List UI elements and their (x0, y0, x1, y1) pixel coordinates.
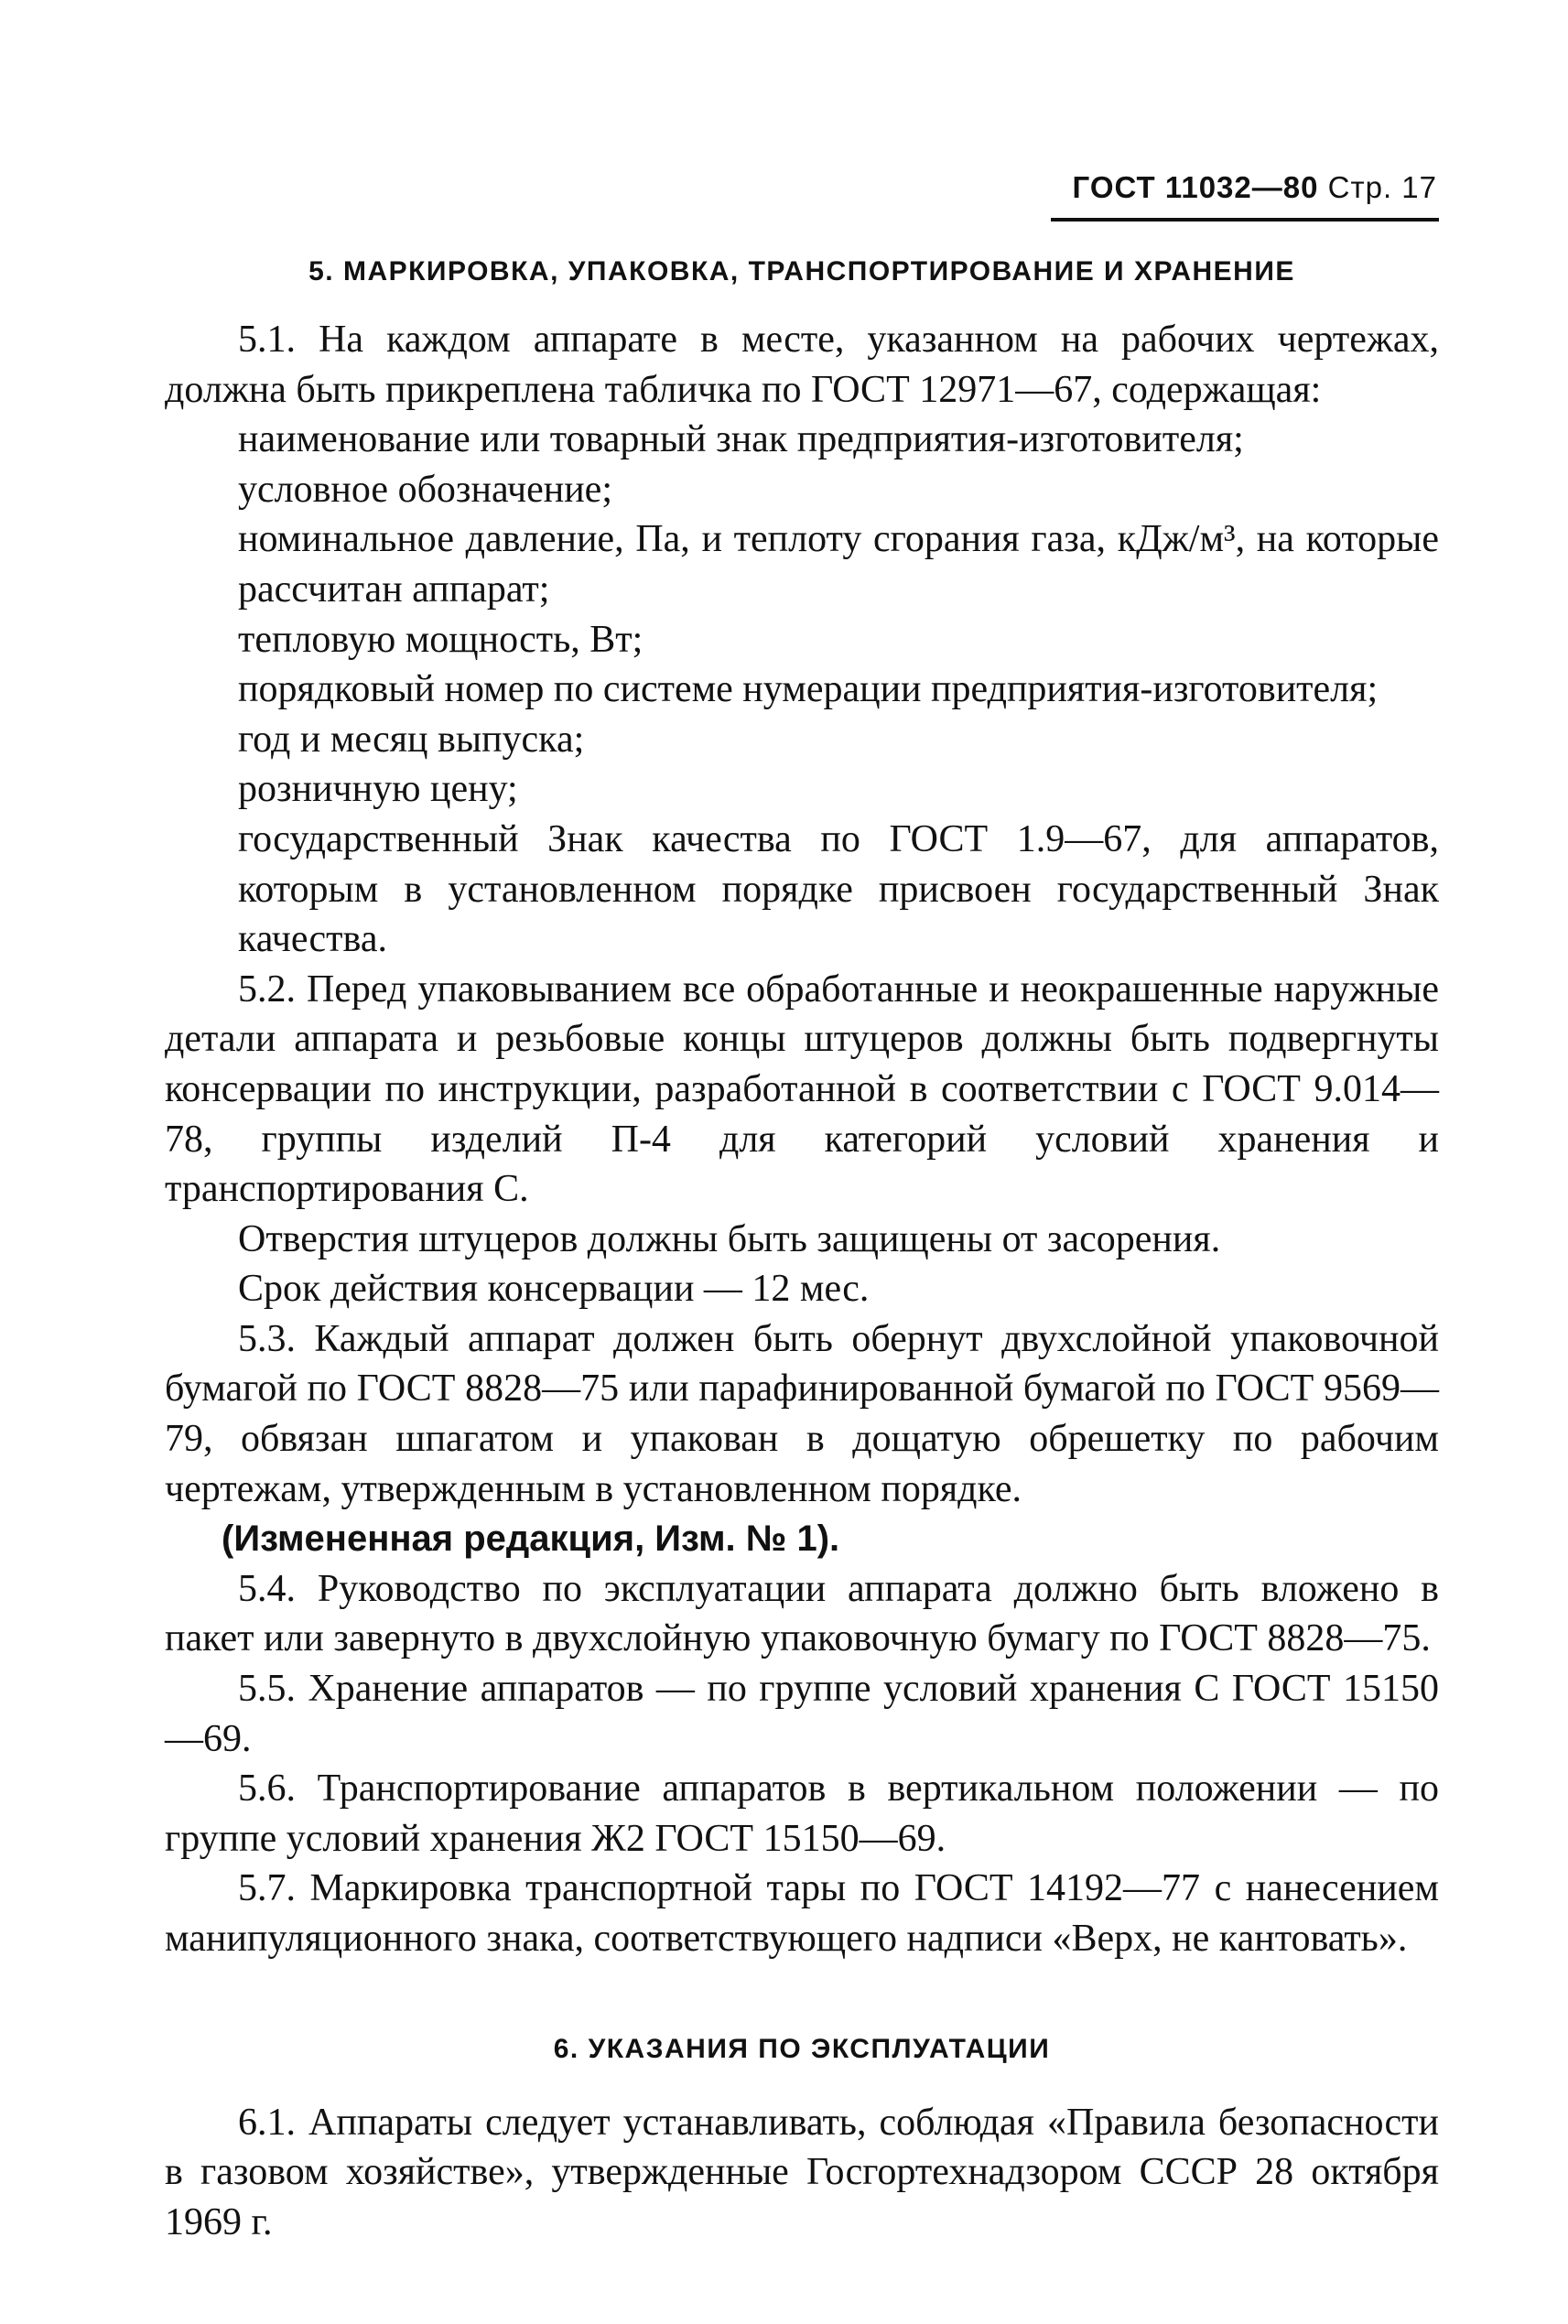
paragraph-5-2: 5.2. Перед упаковыванием все обработанные и неокрашенные наружные детали аппарата и резьбовые концы штуцеров должны быть подвергнуты консервации по инструкции, разработанной в соответствии с ГОСТ 9.014—78, группы изделий П-4 для категорий условий хранения и транспортирования С. (165, 967, 1439, 1211)
list-item: тепловую мощность, Вт; (238, 618, 643, 661)
paragraph-5-2-term: Срок действия консервации — 12 мес. (238, 1268, 870, 1311)
list-item: наименование или товарный знак предприятия-изготовителя; (238, 418, 1244, 461)
list-item: условное обозначение; (238, 468, 612, 511)
list-item: государственный Знак качества по ГОСТ 1.9—67, для аппаратов, которым в установленном порядке присвоен государственный Знак качества. (238, 817, 1439, 961)
list-item: год и месяц выпуска; (238, 718, 585, 761)
page-header (1053, 170, 1437, 205)
list-item: порядковый номер по системе нумерации предприятия-изготовителя; (238, 668, 1379, 711)
paragraph-5-3: 5.3. Каждый аппарат должен быть обернут двухслойной упаковочной бумагой по ГОСТ 8828—75 или парафинированной бумагой по ГОСТ 9569—79, обвязан шпагатом и упакован в дощатую обрешетку по рабочим чертежам, утвержденным в установленном порядке. (165, 1317, 1439, 1510)
paragraph-5-6: 5.6. Транспортирование аппаратов в вертикальном положении — по группе условий хранения Ж2 ГОСТ 15150—69. (165, 1767, 1439, 1860)
paragraph-6-1: 6.1. Аппараты следует устанавливать, соблюдая «Правила безопасности в газовом хозяйстве», утвержденные Госгортехнадзором СССР 28 октября 1969 г. (165, 2101, 1439, 2243)
amendment-note: (Измененная редакция, Изм. № 1). (222, 1519, 840, 1560)
page-number: Стр. 17 (1327, 170, 1437, 204)
paragraph-5-2-openings: Отверстия штуцеров должны быть защищены от засорения. (238, 1217, 1221, 1260)
document-body (165, 256, 1439, 2247)
section-6-title: 6. УКАЗАНИЯ ПО ЭКСПЛУАТАЦИИ (553, 2033, 1051, 2064)
list-item: розничную цену; (238, 768, 518, 811)
standard-number: ГОСТ 11032—80 (1072, 170, 1319, 204)
paragraph-5-7: 5.7. Маркировка транспортной тары по ГОСТ 14192—77 с нанесением манипуляционного знака, соответствующего надписи «Верх, не кантовать». (165, 1867, 1439, 1960)
list-item: номинальное давление, Па, и теплоту сгорания газа, кДж/м³, на которые рассчитан аппарат; (238, 518, 1439, 611)
paragraph-5-5: 5.5. Хранение аппаратов — по группе условий хранения С ГОСТ 15150—69. (165, 1668, 1439, 1760)
paragraph-5-4: 5.4. Руководство по эксплуатации аппарата должно быть вложено в пакет или завернуто в двухслойную упаковочную бумагу по ГОСТ 8828—75. (165, 1567, 1439, 1660)
header-rule (1051, 218, 1439, 222)
paragraph-5-1: 5.1. На каждом аппарате в месте, указанном на рабочих чертежах, должна быть прикреплена табличка по ГОСТ 12971—67, содержащая: (165, 319, 1439, 411)
section-5-title: 5. МАРКИРОВКА, УПАКОВКА, ТРАНСПОРТИРОВАНИЕ И ХРАНЕНИЕ (308, 256, 1295, 286)
